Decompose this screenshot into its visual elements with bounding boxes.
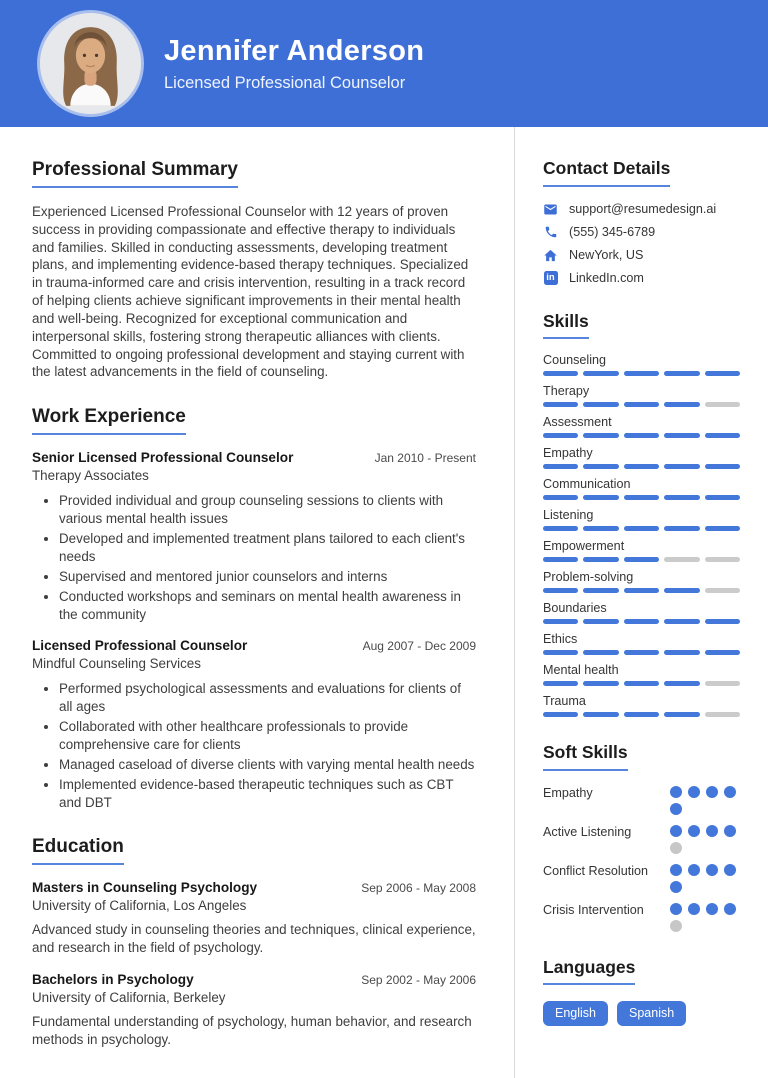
skill-name: Listening [543,508,594,522]
skills-list [543,353,740,717]
skill-segment-filled [624,557,659,562]
soft-skill-name: Crisis Intervention [543,902,644,917]
skill-segment-empty [705,681,740,686]
soft-skill-name: Conflict Resolution [543,863,648,878]
skill-item [543,353,740,376]
job-dates: Aug 2007 - Dec 2009 [362,639,476,654]
linkedin-badge: in [544,271,558,285]
skill-name: Assessment [543,415,612,429]
linkedin-icon [543,271,558,286]
skill-segment-filled [543,557,578,562]
skill-segment-filled [583,464,618,469]
contact-phone: (555) 345-6789 [569,225,656,239]
rating-dot-filled [706,786,718,798]
skill-segment-filled [583,681,618,686]
skill-segment-filled [624,619,659,624]
skill-segment-filled [624,712,659,717]
skill-segment-filled [705,464,740,469]
candidate-title: Licensed Professional Counselor [164,73,406,92]
skill-segment-filled [543,464,578,469]
soft-skill-item [543,785,740,815]
skill-segment-filled [543,588,578,593]
skill-segment-filled [543,433,578,438]
skill-item [543,384,740,407]
skill-name: Counseling [543,353,607,367]
skill-segment-empty [705,402,740,407]
skill-name: Communication [543,477,631,491]
skill-level-bar [543,588,740,593]
contact-row-linkedin [543,271,740,286]
degree-description: Fundamental understanding of psychology, human behavior, and research methods in psychology. [32,1013,472,1047]
skill-name: Mental health [543,663,619,677]
skill-level-bar [543,712,740,717]
skill-name: Empowerment [543,539,625,553]
education-entry [32,972,476,1049]
candidate-name: Jennifer Anderson [164,34,425,67]
soft-skill-name: Active Listening [543,824,632,839]
rating-dot-empty [670,920,682,932]
rating-dot-empty [670,842,682,854]
skill-segment-filled [705,650,740,655]
job-bullet-list [32,680,476,811]
skill-segment-filled [664,402,699,407]
email-icon [543,202,558,217]
skill-segment-filled [583,619,618,624]
language-pill: English [543,1001,608,1026]
skill-level-bar [543,557,740,562]
skill-segment-filled [583,495,618,500]
job-bullet: • Conducted workshops and seminars on mental health awareness in the community [59,588,476,623]
job-bullet: • Performed psychological assessments and evaluations for clients of all ages [59,680,476,715]
rating-dot-filled [670,881,682,893]
home-icon [543,248,558,263]
skill-segment-filled [624,588,659,593]
rating-dot-filled [706,864,718,876]
job-bullet-list [32,492,476,623]
skill-segment-filled [624,371,659,376]
skill-segment-filled [583,650,618,655]
skill-segment-filled [583,588,618,593]
skill-segment-filled [624,433,659,438]
rating-dot-filled [670,803,682,815]
work-experience-heading: Work Experience [32,407,186,435]
skill-segment-filled [583,526,618,531]
skill-segment-filled [705,433,740,438]
rating-dot-filled [724,825,736,837]
sidebar-column [514,127,768,1078]
languages-list [543,1001,740,1026]
rating-dot-filled [688,903,700,915]
skill-segment-filled [624,526,659,531]
contact-list [543,202,740,286]
skill-name: Therapy [543,384,590,398]
rating-dot-filled [724,903,736,915]
section-languages [543,956,740,1027]
soft-skill-dots [670,785,740,815]
section-skills [543,310,740,718]
skill-name: Ethics [543,632,578,646]
skill-segment-filled [543,495,578,500]
rating-dot-filled [688,864,700,876]
contact-location: NewYork, US [569,248,644,262]
skill-segment-filled [543,712,578,717]
skill-segment-filled [543,619,578,624]
skill-item [543,508,740,531]
rating-dot-filled [670,786,682,798]
rating-dot-filled [688,825,700,837]
skill-level-bar [543,681,740,686]
skill-segment-filled [543,650,578,655]
skill-item [543,446,740,469]
degree-dates: Sep 2002 - May 2006 [361,972,476,987]
contact-linkedin: LinkedIn.com [569,271,644,285]
skill-segment-filled [583,433,618,438]
section-professional-summary [32,160,476,381]
skill-segment-filled [664,526,699,531]
skill-segment-filled [705,371,740,376]
rating-dot-filled [724,864,736,876]
soft-skills-list [543,785,740,932]
skill-segment-filled [705,495,740,500]
education-entry [32,880,476,957]
skill-segment-filled [624,402,659,407]
soft-skill-item [543,902,740,932]
skill-segment-filled [664,650,699,655]
header-banner [0,0,768,127]
rating-dot-filled [706,825,718,837]
contact-row-email [543,202,740,217]
soft-skill-item [543,863,740,893]
skill-item [543,477,740,500]
skill-segment-filled [664,712,699,717]
skill-segment-filled [664,464,699,469]
skill-level-bar [543,464,740,469]
soft-skill-dots [670,824,740,854]
section-education [32,837,476,1048]
degree-title: Bachelors in Psychology [32,971,194,987]
header-text [164,35,424,93]
skill-segment-filled [664,495,699,500]
skill-segment-filled [664,681,699,686]
skill-segment-empty [705,712,740,717]
degree-title: Masters in Counseling Psychology [32,880,258,896]
soft-skills-heading: Soft Skills [543,744,628,771]
contact-email: support@resumedesign.ai [569,202,717,216]
skill-item [543,570,740,593]
job-bullet: • Collaborated with other healthcare professionals to provide comprehensive care for clients [59,718,476,753]
skill-level-bar [543,371,740,376]
degree-dates: Sep 2006 - May 2008 [361,881,476,896]
rating-dot-filled [688,786,700,798]
skill-item [543,663,740,686]
skill-item [543,694,740,717]
phone-icon [543,225,558,240]
skill-level-bar [543,495,740,500]
skill-item [543,539,740,562]
skill-segment-filled [624,464,659,469]
main-column [0,127,514,1078]
school-name: University of California, Berkeley [32,989,226,1005]
skill-segment-filled [705,619,740,624]
skill-segment-filled [664,371,699,376]
job-company: Mindful Counseling Services [32,656,201,672]
profile-photo [40,13,141,114]
skill-segment-filled [624,681,659,686]
rating-dot-filled [670,903,682,915]
summary-text: Experienced Licensed Professional Counselor with 12 years of proven success in providing compassionate and effective therapy to individuals and families. Skilled in conducting assessments, developing treatment plans, and implementing evidence-based therapy techniques. Specialized in trauma-informed care and crisis intervention, resulting in a track record of helping clients achieve significant improvements in their mental health and well-being. Recognized for exceptional communication and interpersonal skills, fostering strong therapeutic alliances with clients. Committed to ongoing professional development and staying current with the latest advancements in the field of counseling. [32,204,469,380]
job-bullet: • Managed caseload of diverse clients with varying mental health needs [59,756,476,773]
job-company: Therapy Associates [32,468,149,484]
job-entry [32,450,476,623]
skill-segment-filled [543,402,578,407]
skill-item [543,601,740,624]
skill-level-bar [543,650,740,655]
soft-skill-dots [670,902,740,932]
skill-segment-filled [543,371,578,376]
soft-skill-dots [670,863,740,893]
skill-segment-filled [624,650,659,655]
soft-skill-item [543,824,740,854]
skill-segment-filled [664,588,699,593]
job-bullet: • Developed and implemented treatment plans tailored to each client's needs [59,530,476,565]
job-bullet: • Supervised and mentored junior counselors and interns [59,568,476,585]
section-work-experience [32,407,476,811]
skill-name: Problem-solving [543,570,634,584]
job-title: Licensed Professional Counselor [32,638,248,654]
rating-dot-filled [724,786,736,798]
school-name: University of California, Los Angeles [32,898,247,914]
skill-name: Boundaries [543,601,607,615]
skill-level-bar [543,619,740,624]
skill-segment-empty [664,557,699,562]
summary-heading: Professional Summary [32,160,238,188]
skill-item [543,415,740,438]
skill-level-bar [543,433,740,438]
job-bullet: • Provided individual and group counseling sessions to clients with various mental health issues [59,492,476,527]
skill-segment-filled [543,526,578,531]
rating-dot-filled [706,903,718,915]
skill-segment-filled [705,526,740,531]
skill-level-bar [543,402,740,407]
rating-dot-filled [670,825,682,837]
languages-heading: Languages [543,959,635,986]
contact-row-location [543,248,740,263]
skill-segment-empty [705,557,740,562]
soft-skill-name: Empathy [543,785,593,800]
job-bullet: • Implemented evidence-based therapeutic techniques such as CBT and DBT [59,776,476,811]
language-pill: Spanish [617,1001,686,1026]
skill-segment-filled [664,619,699,624]
skill-level-bar [543,526,740,531]
skill-segment-filled [624,495,659,500]
skill-item [543,632,740,655]
contact-heading: Contact Details [543,160,670,187]
skill-segment-filled [543,681,578,686]
skill-segment-empty [705,588,740,593]
skills-heading: Skills [543,313,589,340]
contact-row-phone [543,225,740,240]
rating-dot-filled [670,864,682,876]
degree-description: Advanced study in counseling theories and techniques, clinical experience, and research in the field of psychology. [32,922,476,956]
skill-segment-filled [664,433,699,438]
job-title: Senior Licensed Professional Counselor [32,450,294,466]
skill-segment-filled [583,557,618,562]
skill-segment-filled [583,712,618,717]
section-contact-details [543,160,740,286]
skill-segment-filled [583,371,618,376]
skill-segment-filled [583,402,618,407]
job-entry [32,638,476,811]
education-heading: Education [32,837,124,865]
job-dates: Jan 2010 - Present [374,451,476,466]
profile-photo-illustration [40,13,141,114]
skill-name: Empathy [543,446,593,460]
skill-name: Trauma [543,694,586,708]
section-soft-skills [543,744,740,932]
